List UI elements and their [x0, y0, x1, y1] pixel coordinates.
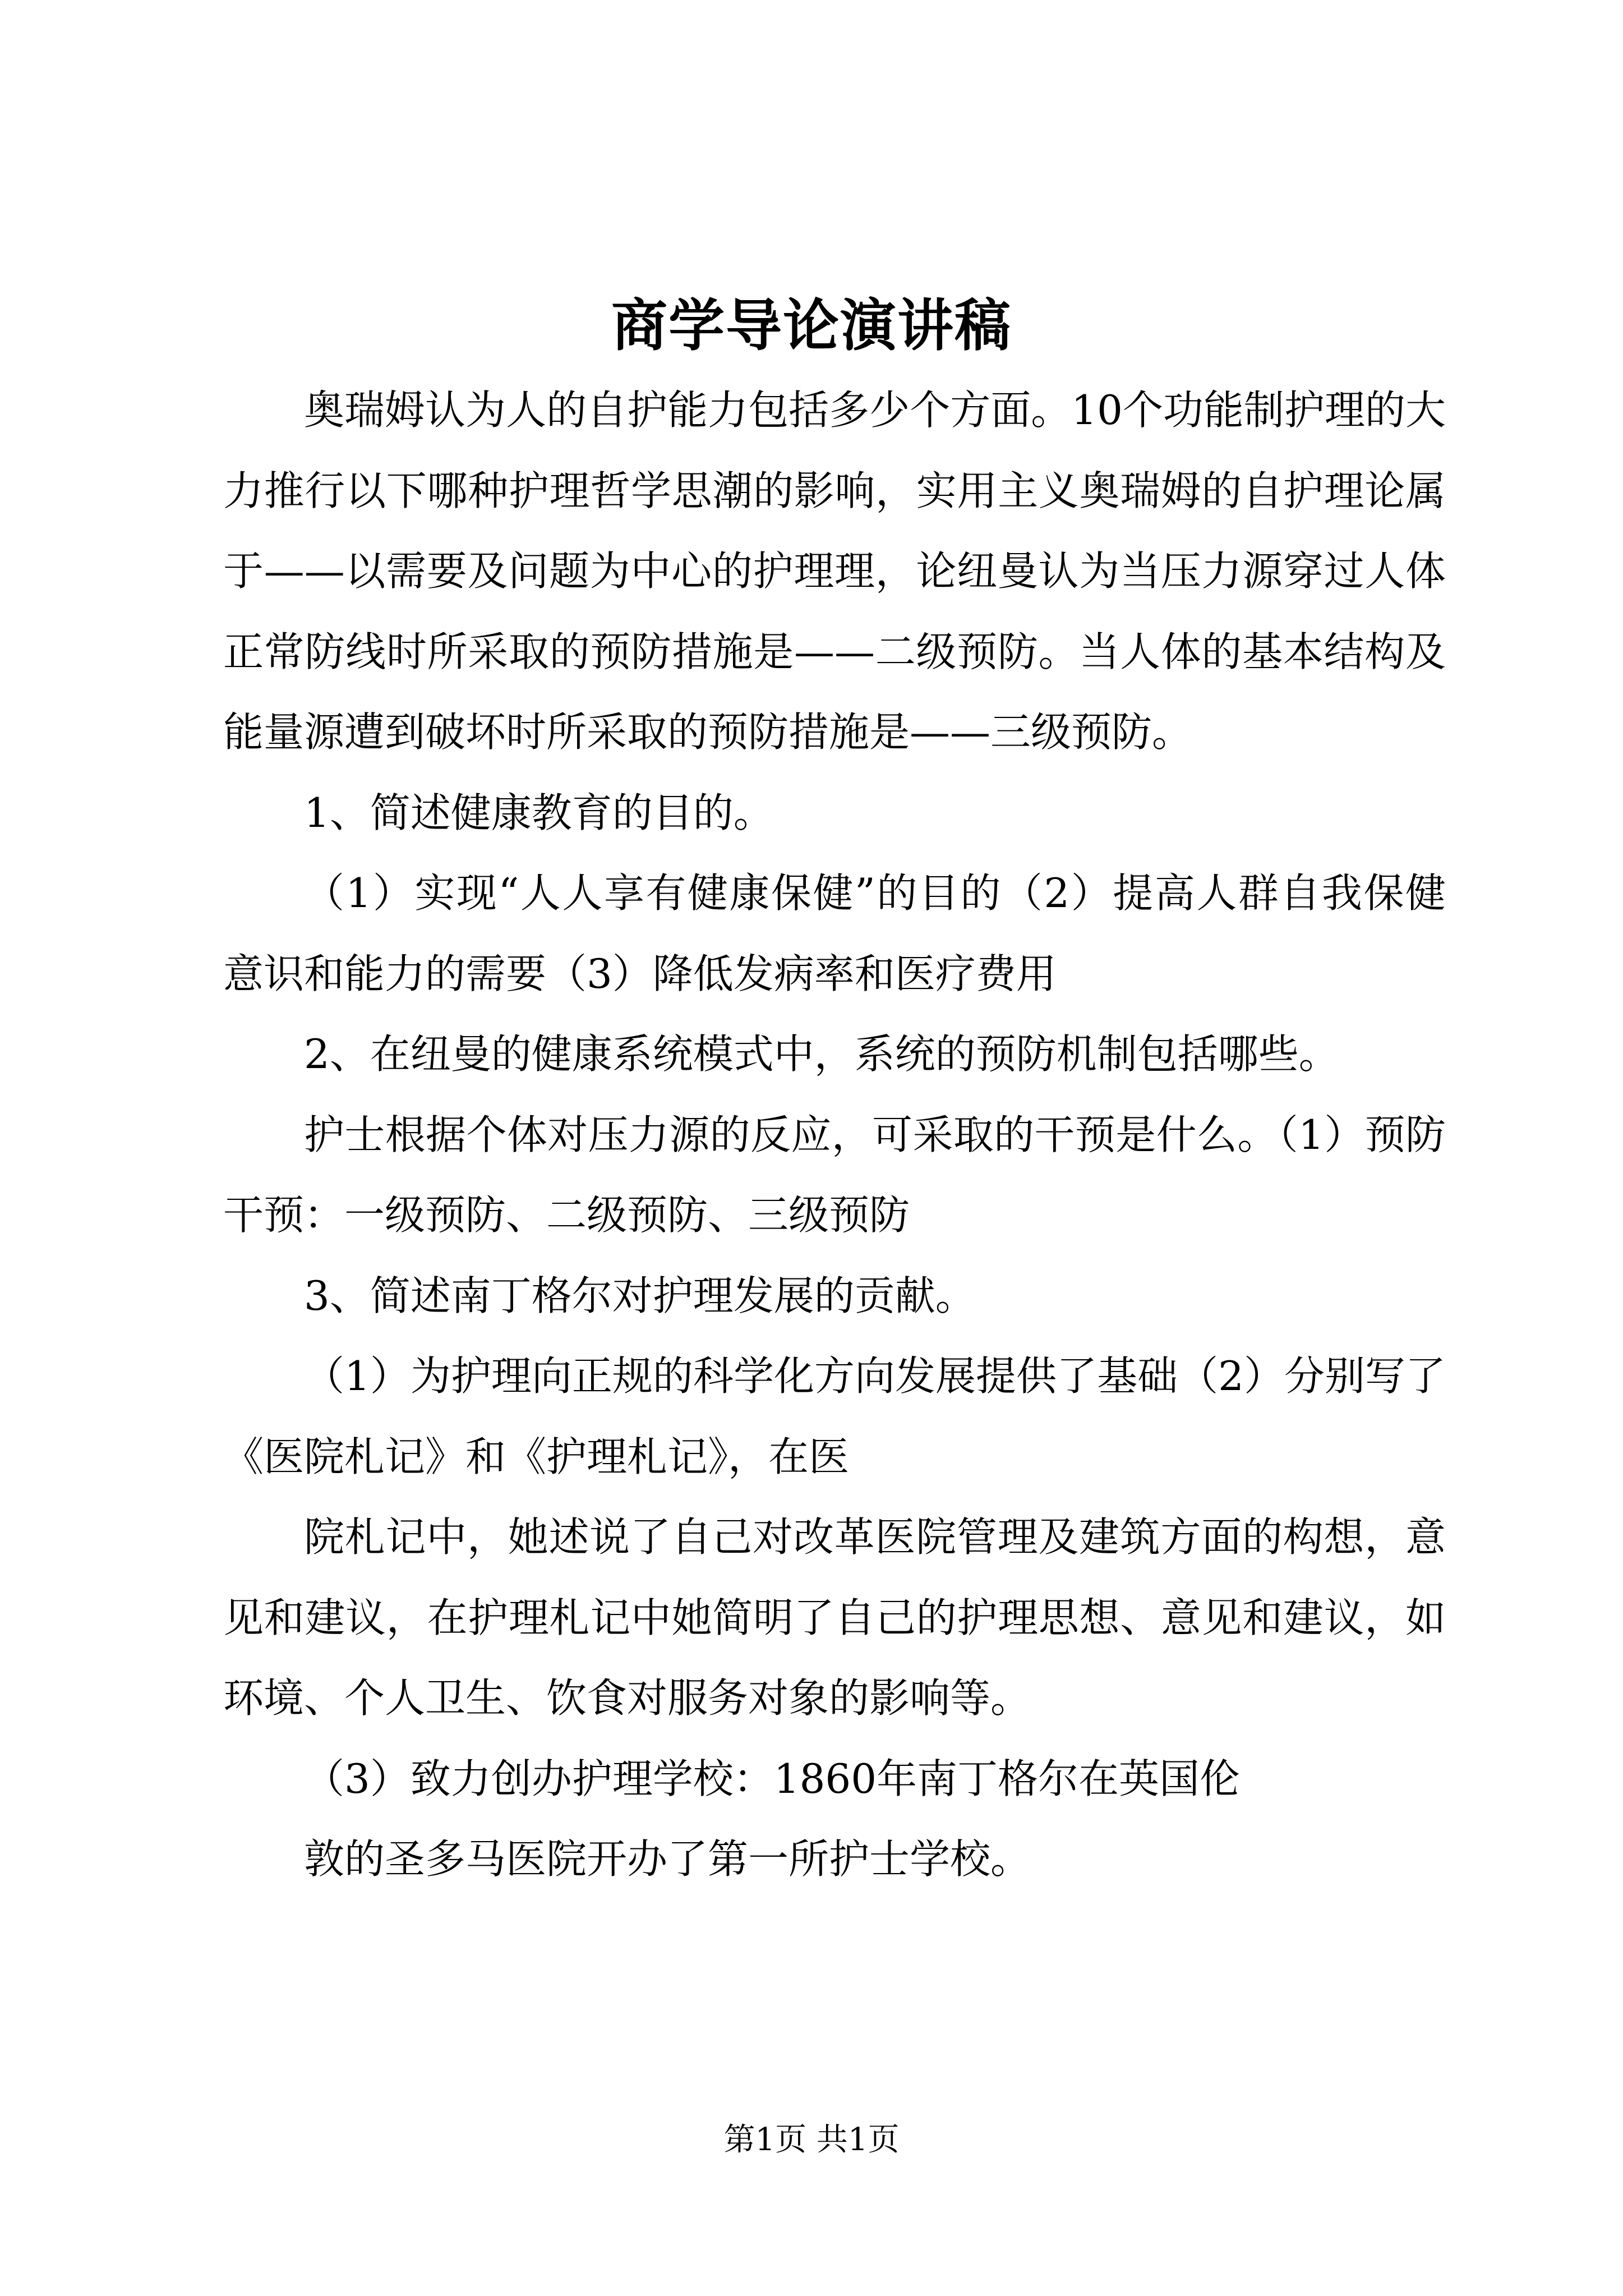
paragraph-6: 3、简述南丁格尔对护理发展的贡献。: [304, 1272, 976, 1319]
paragraph-3: （1）实现“人人享有健康保健”的目的（2）提高人群自我保健意识和能力的需要（3）降低发病率和医疗费用: [223, 869, 1446, 997]
paragraph-4: 2、在纽曼的健康系统模式中，系统的预防机制包括哪些。: [304, 1030, 1339, 1078]
paragraph-9: （3）致力创办护理学校：1860年南丁格尔在英国伦: [304, 1755, 1241, 1802]
page-footer: 第1页 共1页: [723, 2122, 900, 2158]
paragraph-2: 1、简述健康教育的目的。: [304, 789, 774, 836]
paragraph-1: 奥瑞姆认为人的自护能力包括多少个方面。10个功能制护理的大力推行以下哪种护理哲学思潮的影响，实用主义奥瑞姆的自护理论属于——以需要及问题为中心的护理理，论纽曼认为当压力源穿过人体正常防线时所采取的预防措施是——二级预防。当人体的基本结构及能量源遭到破坏时所采取的预防措施是——三级预防。: [223, 386, 1446, 756]
paragraph-7: （1）为护理向正规的科学化方向发展提供了基础（2）分别写了《医院札记》和《护理札记》，在医: [223, 1352, 1446, 1480]
paragraph-8: 院札记中，她述说了自己对改革医院管理及建筑方面的构想，意见和建议，在护理札记中她简明了自己的护理思想、意见和建议，如环境、个人卫生、饮食对服务对象的影响等。: [223, 1513, 1446, 1722]
paragraph-5: 护士根据个体对压力源的反应，可采取的干预是什么。（1）预防干预：一级预防、二级预防、三级预防: [223, 1111, 1446, 1239]
document-body: [223, 370, 1446, 1900]
paragraph-10: 敦的圣多马医院开办了第一所护士学校。: [304, 1835, 1031, 1883]
page-title: 商学导论演讲稿: [611, 292, 1012, 358]
